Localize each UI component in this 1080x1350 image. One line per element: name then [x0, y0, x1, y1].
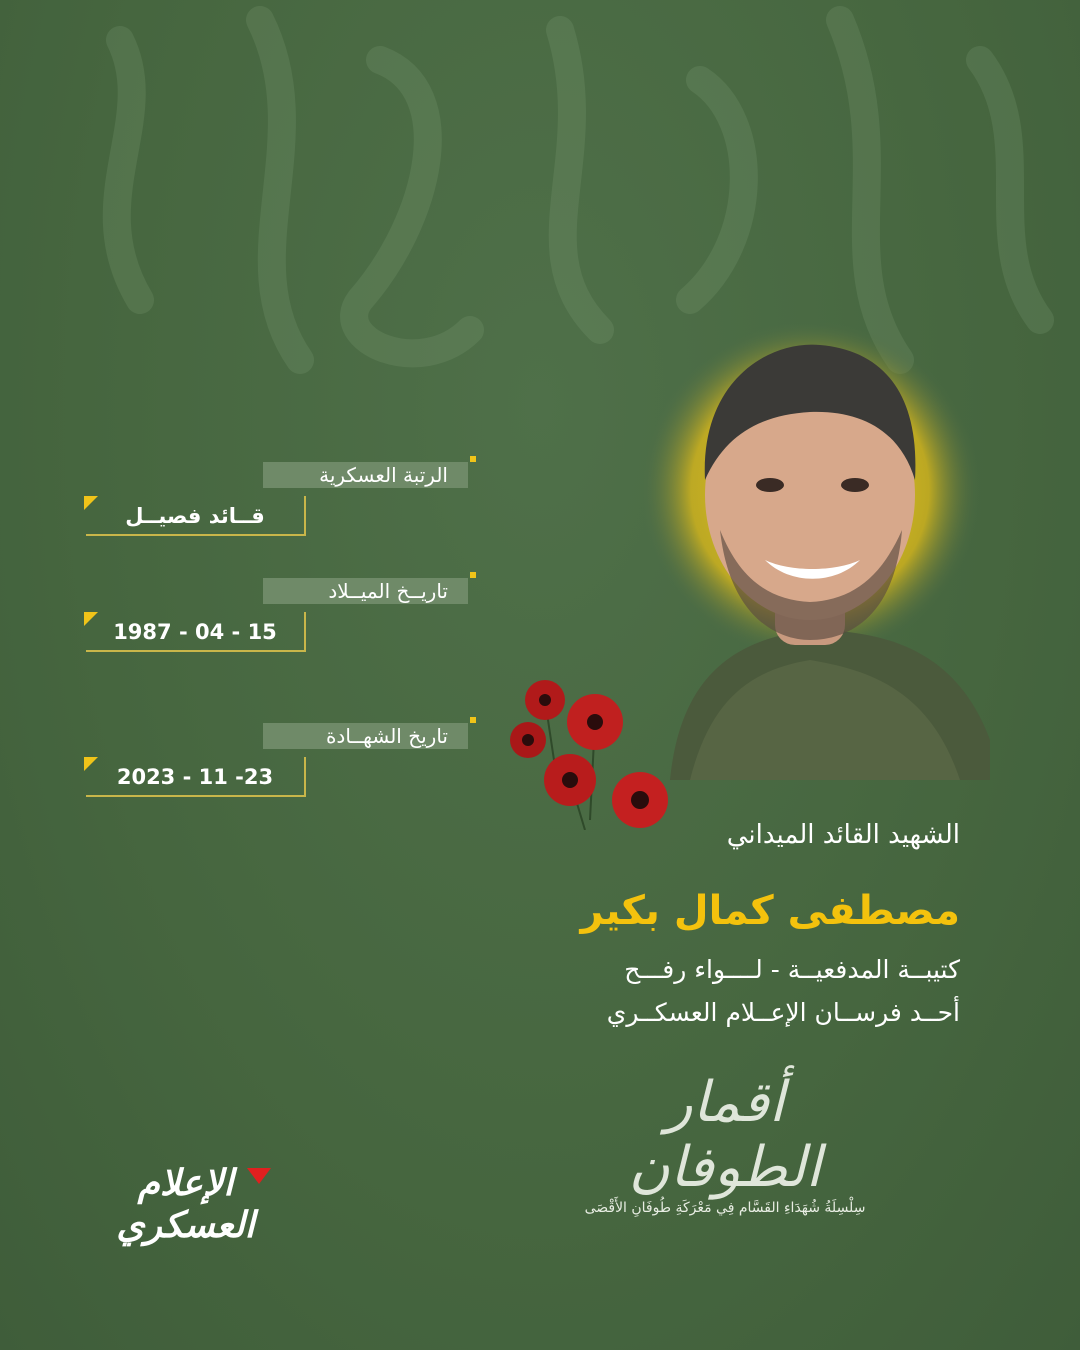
info-martyrdom-date [84, 723, 476, 833]
info-birth-date [84, 578, 476, 688]
birth-date-value: 15 - 04 - 1987 [86, 612, 306, 652]
birth-date-label: تاريــخ الميــلاد [263, 578, 468, 604]
series-subtitle: سِلْسِلَةُ شُهَدَاءِ القَسَّام فِي مَعْرَكَةِ طُوفَانِ الأَقْصَى [584, 1200, 866, 1216]
rank-label: الرتبة العسكرية [263, 462, 468, 488]
unit-line: كتيبــة المدفعيــة - لــــواء رفـــح [624, 955, 960, 984]
info-rank [84, 462, 476, 572]
rank-value: قــائد فصيــل [86, 496, 306, 536]
subtitle: الشهيد القائد الميداني [726, 820, 960, 850]
series-title: أقمار الطوفان [628, 1070, 822, 1200]
media-logo: الإعلام العسكري [116, 1162, 255, 1246]
martyr-name: مصطفى كمال بكير [580, 888, 960, 934]
bullet-marker [470, 717, 476, 723]
martyrdom-date-label: تاريخ الشهــادة [263, 723, 468, 749]
bullet-marker [470, 572, 476, 578]
martyrdom-date-value: 23- 11 - 2023 [86, 757, 306, 797]
role-line: أحــد فرســان الإعــلام العسكــري [606, 998, 960, 1027]
poppy-flowers [500, 680, 680, 830]
bullet-marker [470, 456, 476, 462]
